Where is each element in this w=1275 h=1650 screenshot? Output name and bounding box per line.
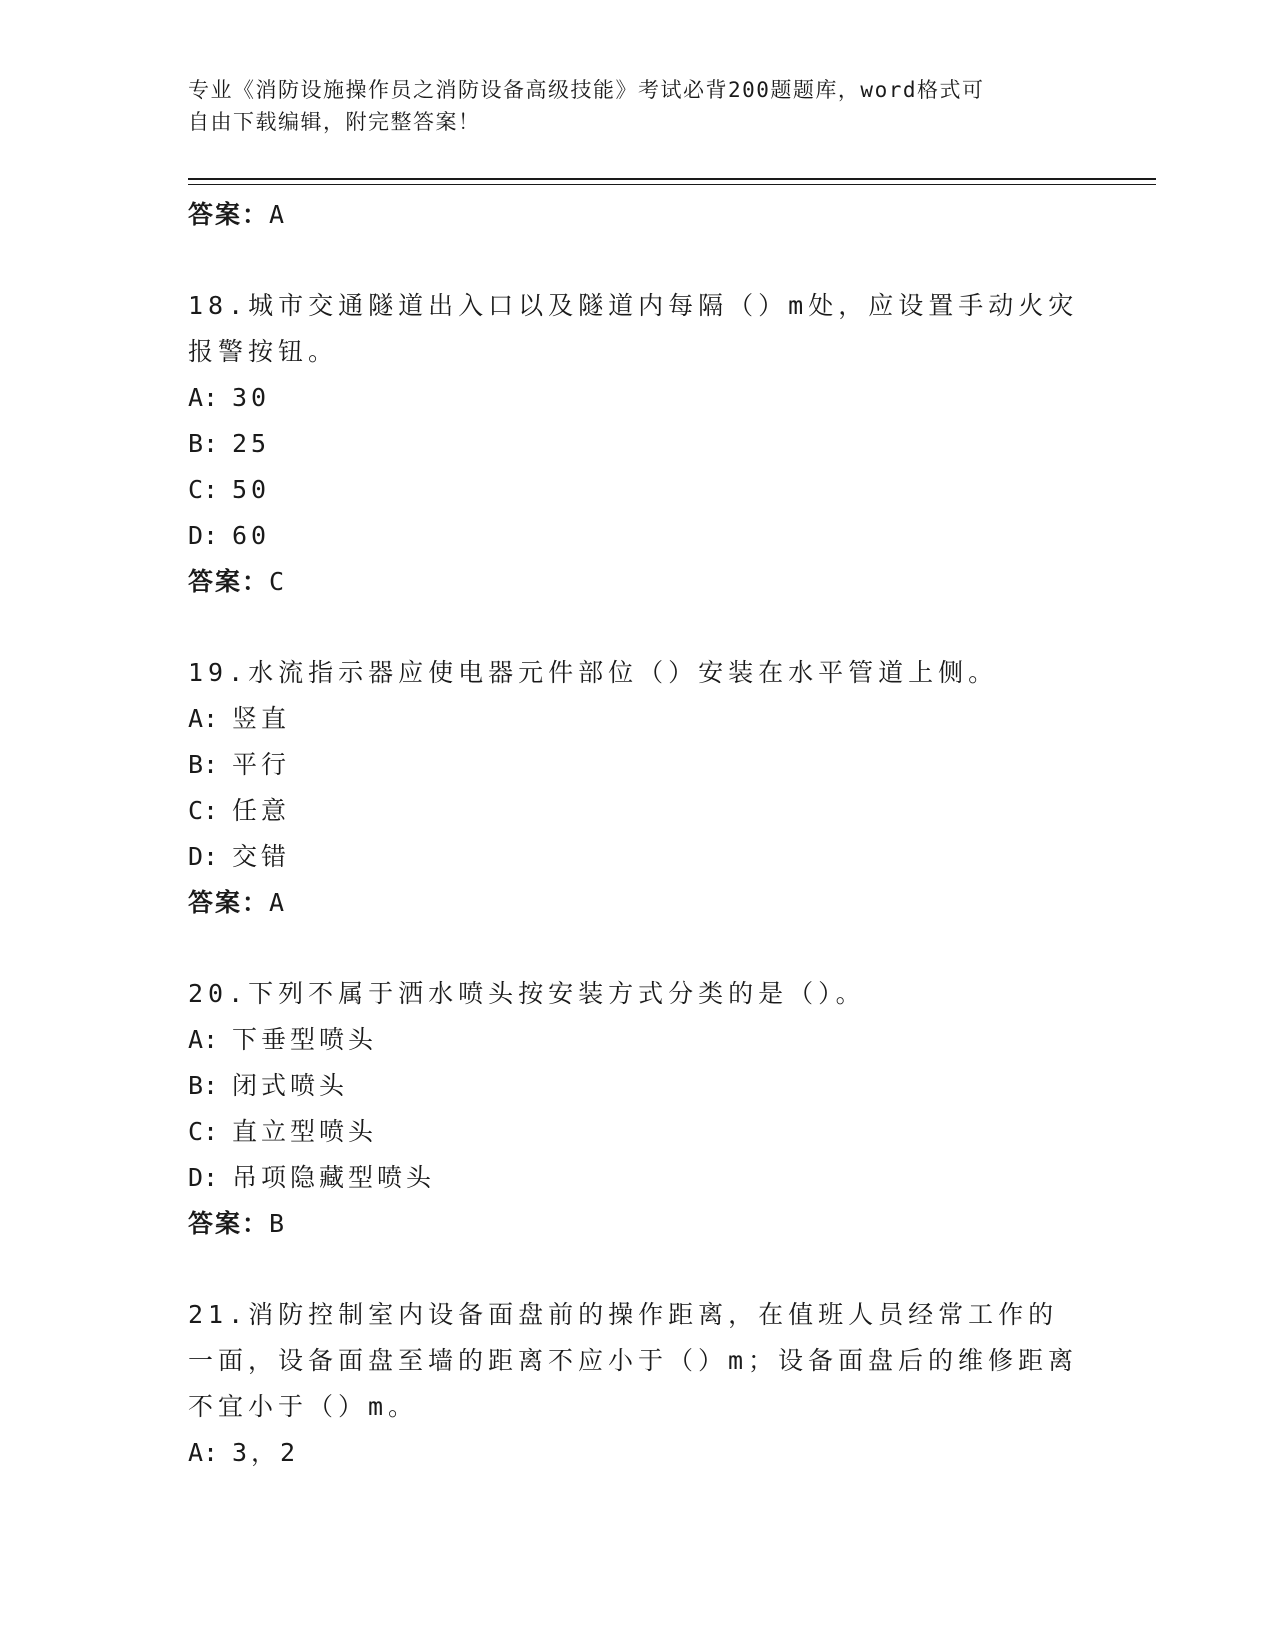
option-text: 下垂型喷头 [232, 1025, 378, 1054]
option-key: C: [188, 796, 219, 825]
answer-label: 答案： [188, 1209, 270, 1238]
option-text: 60 [232, 521, 271, 550]
header-line-1: 专业《消防设施操作员之消防设备高级技能》考试必背200题题库，word格式可 [188, 78, 985, 102]
option-d [188, 834, 1088, 880]
header-divider [188, 178, 1156, 180]
option-text: 直立型喷头 [232, 1117, 378, 1146]
option-key: A: [188, 1025, 219, 1054]
option-a [188, 375, 1088, 421]
option-key: C: [188, 475, 219, 504]
option-key: A: [188, 383, 219, 412]
option-d [188, 1155, 1088, 1201]
question-block [188, 1292, 1088, 1476]
question-text: 20.下列不属于洒水喷头按安装方式分类的是（）。 [188, 979, 866, 1008]
option-b [188, 1063, 1088, 1109]
option-text: 25 [232, 429, 271, 458]
option-text: 30 [232, 383, 271, 412]
page-header [188, 74, 1068, 138]
option-key: B: [188, 750, 219, 779]
option-text: 平行 [232, 750, 291, 779]
answer-value: A [269, 200, 287, 229]
answer-line [188, 1201, 1088, 1247]
option-c [188, 788, 1088, 834]
question-text: 19.水流指示器应使电器元件部位（）安装在水平管道上侧。 [188, 658, 999, 687]
option-text: 竖直 [232, 704, 291, 733]
answer-value: C [269, 567, 287, 596]
answer-label: 答案： [188, 888, 270, 917]
question-text: 21.消防控制室内设备面盘前的操作距离，在值班人员经常工作的一面，设备面盘至墙的距离不应小于（）m；设备面盘后的维修距离不宜小于（）m。 [188, 1300, 1079, 1421]
question-text: 18.城市交通隧道出入口以及隧道内每隔（）m处，应设置手动火灾报警按钮。 [188, 291, 1079, 366]
option-key: B: [188, 429, 219, 458]
option-text: 吊项隐藏型喷头 [232, 1163, 436, 1192]
answer-label: 答案： [188, 200, 270, 229]
answer-line [188, 880, 1088, 926]
option-a [188, 696, 1088, 742]
option-text: 50 [232, 475, 271, 504]
answer-value: A [269, 888, 287, 917]
option-key: D: [188, 1163, 219, 1192]
option-key: C: [188, 1117, 219, 1146]
option-text: 3，2 [232, 1438, 300, 1467]
option-text: 交错 [232, 842, 291, 871]
question-block [188, 971, 1088, 1247]
option-key: A: [188, 1438, 219, 1467]
answer-value: B [269, 1209, 287, 1238]
answer-line [188, 192, 1088, 238]
header-divider-thin [188, 184, 1156, 185]
option-a [188, 1017, 1088, 1063]
option-key: D: [188, 521, 219, 550]
option-b [188, 742, 1088, 788]
answer-label: 答案： [188, 567, 270, 596]
option-text: 闭式喷头 [232, 1071, 349, 1100]
option-a [188, 1430, 1088, 1476]
option-text: 任意 [232, 796, 291, 825]
header-line-2: 自由下载编辑，附完整答案！ [188, 110, 481, 134]
option-key: B: [188, 1071, 219, 1100]
option-c [188, 1109, 1088, 1155]
question-block [188, 650, 1088, 926]
question-block [188, 283, 1088, 605]
option-key: D: [188, 842, 219, 871]
option-c [188, 467, 1088, 513]
document-body [188, 192, 1088, 1476]
option-d [188, 513, 1088, 559]
option-b [188, 421, 1088, 467]
answer-line [188, 559, 1088, 605]
option-key: A: [188, 704, 219, 733]
